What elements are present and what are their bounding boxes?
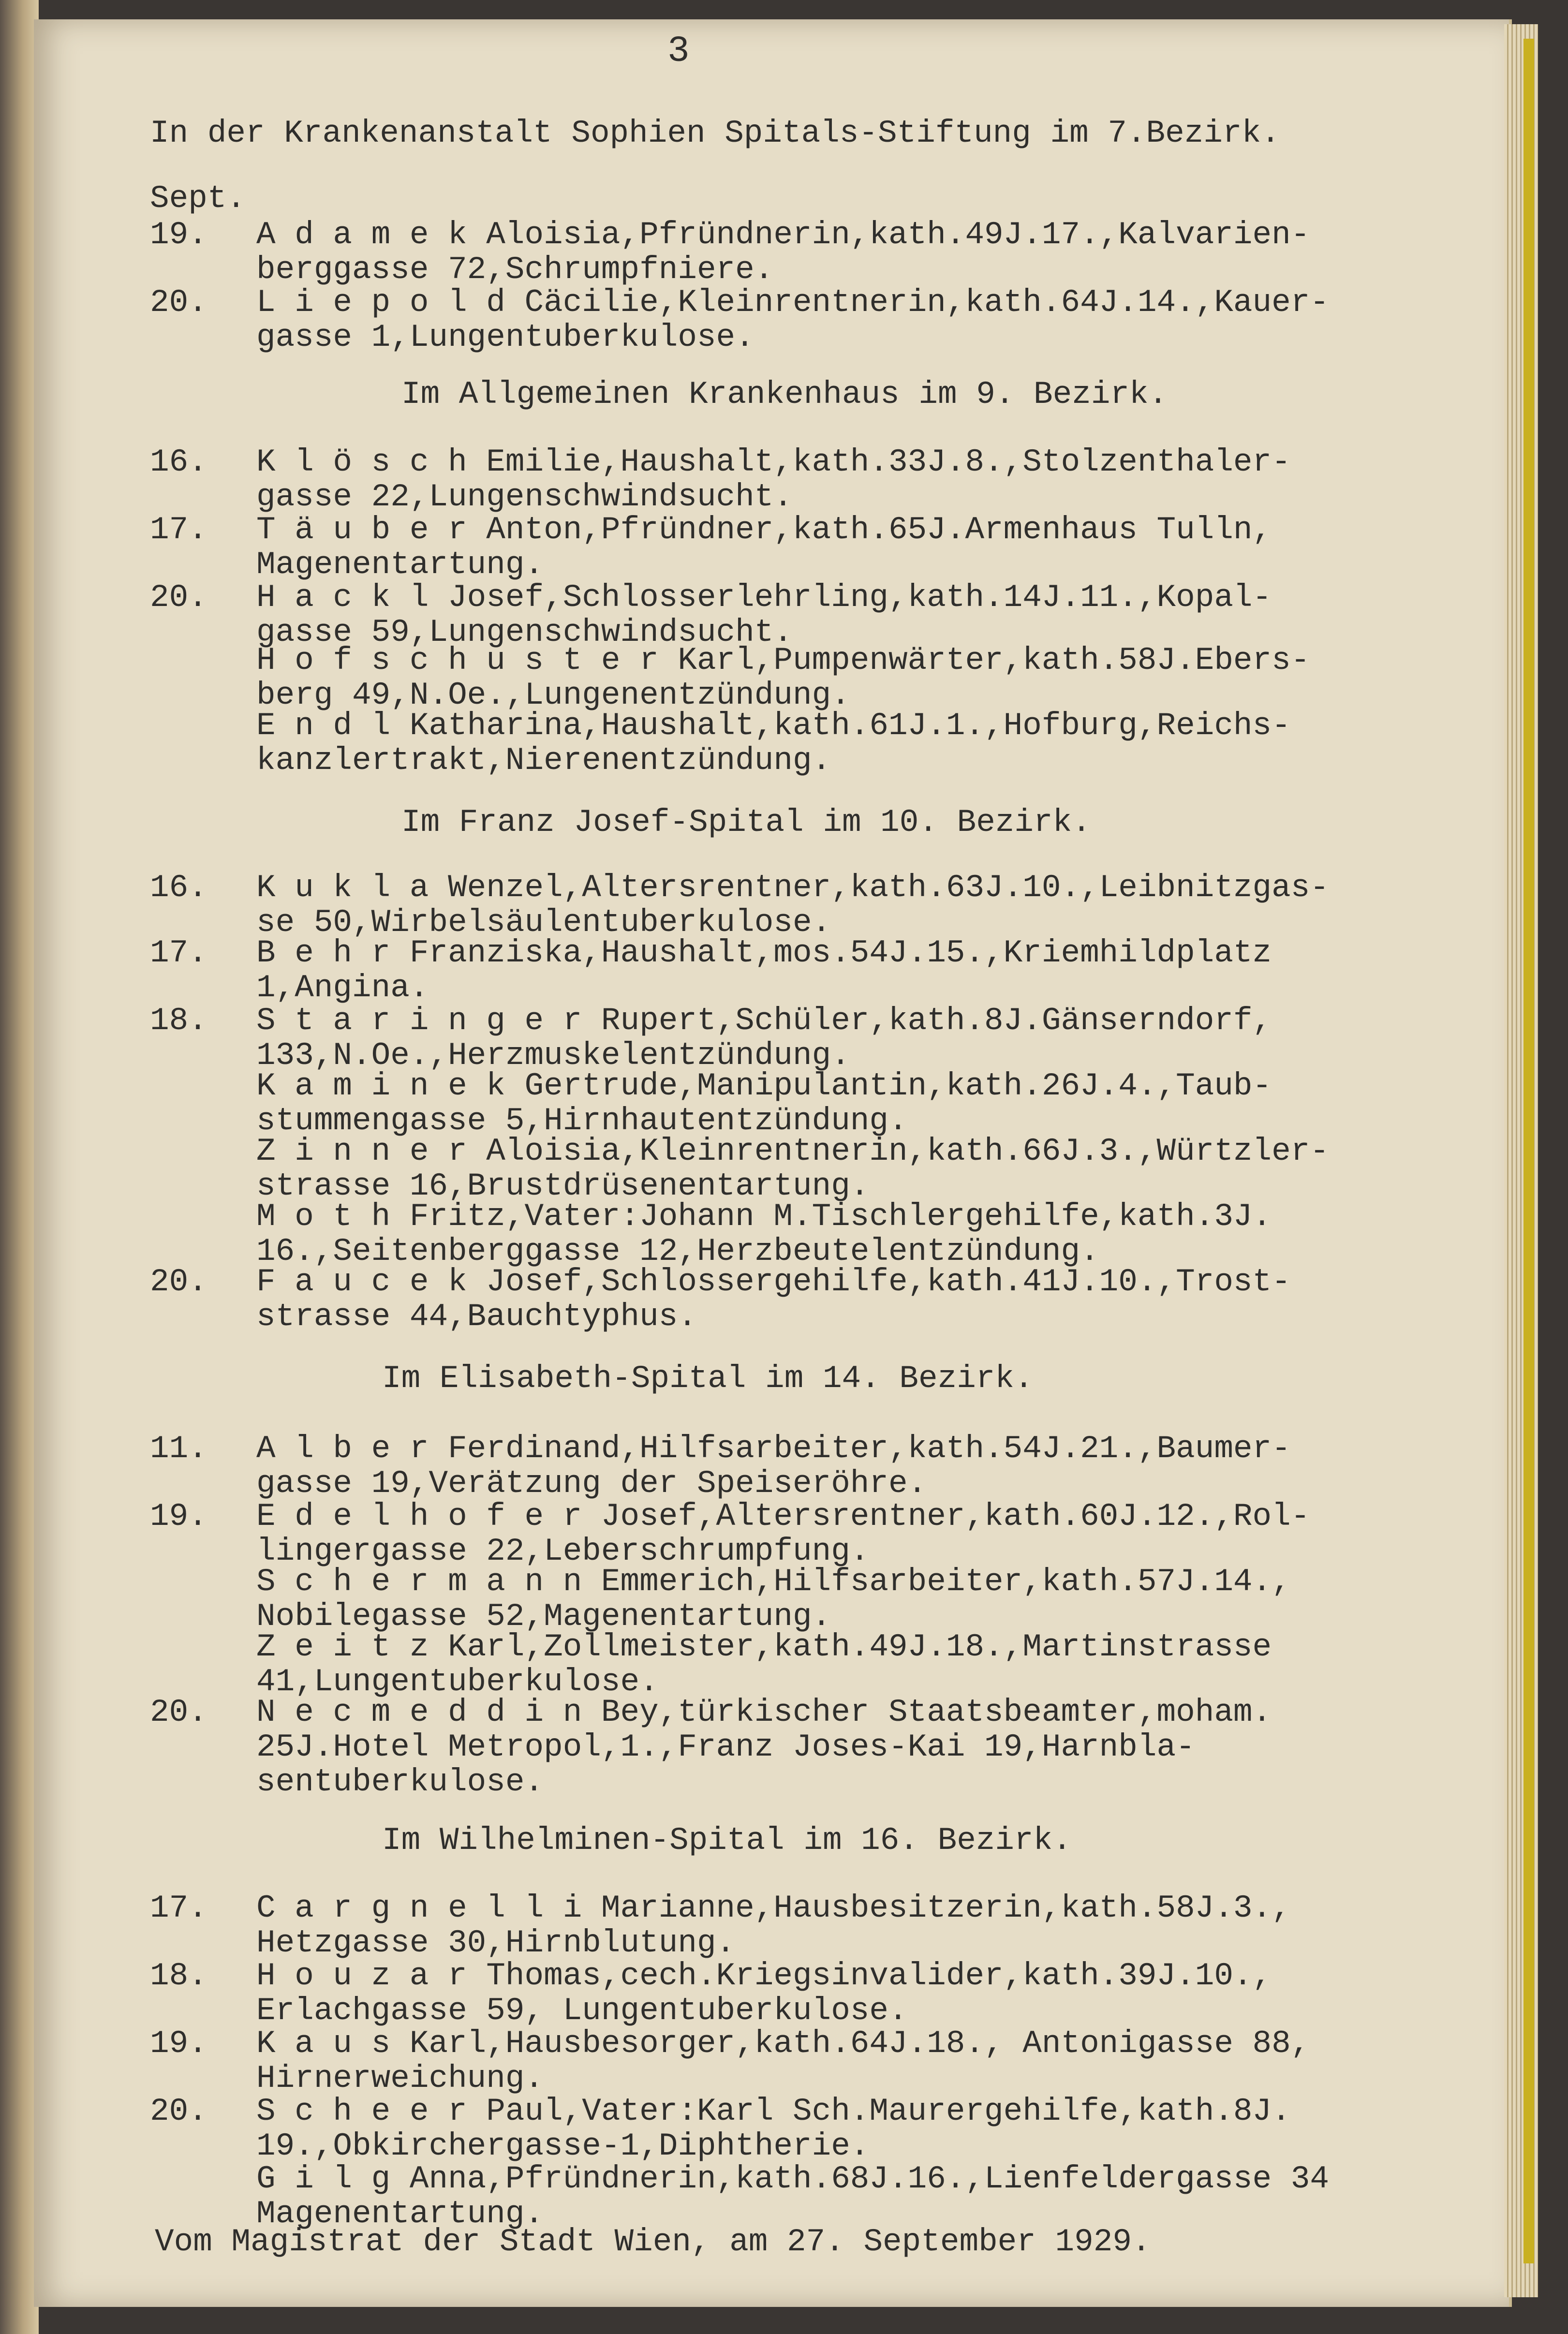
entry-day: 17. xyxy=(150,935,207,971)
header-line: In der Krankenanstalt Sophien Spitals-Stiftung im 7.Bezirk. xyxy=(150,115,1280,151)
entry-text: H o f s c h u s t e r Karl,Pumpenwärter,kath.58J.Ebers- berg 49,N.Oe.,Lungenentzündung. xyxy=(256,642,1310,713)
entry-text: K l ö s c h Emilie,Haushalt,kath.33J.8.,Stolzenthaler- gasse 22,Lungenschwindsucht. xyxy=(256,444,1291,515)
entry-text: M o t h Fritz,Vater:Johann M.Tischlergehilfe,kath.3J. 16.,Seitenberggasse 12,Herzbeutelentzündung. xyxy=(256,1198,1272,1270)
entry-text: S c h e e r Paul,Vater:Karl Sch.Maurergehilfe,kath.8J. 19.,Obkirchergasse-1,Diphtherie. xyxy=(256,2093,1291,2164)
entry-text: E n d l Katharina,Haushalt,kath.61J.1.,Hofburg,Reichs- kanzlertrakt,Nierenentzündung. xyxy=(256,708,1291,779)
section-heading: Im Franz Josef-Spital im 10. Bezirk. xyxy=(401,804,1091,841)
entry-text: C a r g n e l l i Marianne,Hausbesitzerin,kath.58J.3., Hetzgasse 30,Hirnblutung. xyxy=(256,1890,1291,1961)
entry-text: S c h e r m a n n Emmerich,Hilfsarbeiter,kath.57J.14., Nobilegasse 52,Magenentartung. xyxy=(256,1564,1291,1635)
entry-text: H o u z a r Thomas,cech.Kriegsinvalider,kath.39J.10., Erlachgasse 59, Lungentuberkulose. xyxy=(256,1958,1272,2029)
section-heading: Im Elisabeth-Spital im 14. Bezirk. xyxy=(382,1360,1034,1397)
month-label: Sept. xyxy=(150,180,246,217)
page-number: 3 xyxy=(667,30,690,72)
entry-day: 17. xyxy=(150,1890,207,1926)
entry-text: S t a r i n g e r Rupert,Schüler,kath.8J.Gänserndorf, 133,N.Oe.,Herzmuskelentzündung. xyxy=(256,1003,1272,1074)
entry-text: B e h r Franziska,Haushalt,mos.54J.15.,Kriemhildplatz 1,Angina. xyxy=(256,935,1272,1006)
entry-day: 20. xyxy=(150,284,207,321)
entry-text: A d a m e k Aloisia,Pfründnerin,kath.49J.17.,Kalvarien- berggasse 72,Schrumpfniere. xyxy=(256,217,1310,288)
entry-day: 19. xyxy=(150,1498,207,1535)
typed-text xyxy=(34,19,1509,2307)
entry-day: 20. xyxy=(150,1264,207,1300)
entry-text: Z e i t z Karl,Zollmeister,kath.49J.18.,Martinstrasse 41,Lungentuberkulose. xyxy=(256,1629,1272,1700)
entry-day: 16. xyxy=(150,870,207,906)
entry-text: T ä u b e r Anton,Pfründner,kath.65J.Armenhaus Tulln, Magenentartung. xyxy=(256,512,1272,583)
entry-text: K u k l a Wenzel,Altersrentner,kath.63J.10.,Leibnitzgas- se 50,Wirbelsäulentuberkulose. xyxy=(256,870,1329,941)
entry-day: 19. xyxy=(150,217,207,253)
left-page-edge xyxy=(0,0,39,2334)
entry-day: 18. xyxy=(150,1958,207,1994)
section-heading: Im Allgemeinen Krankenhaus im 9. Bezirk. xyxy=(401,376,1168,413)
entry-day: 18. xyxy=(150,1003,207,1039)
entry-day: 17. xyxy=(150,512,207,548)
entry-day: 20. xyxy=(150,1694,207,1730)
document-page xyxy=(34,19,1512,2307)
entry-day: 20. xyxy=(150,2093,207,2129)
entry-text: H a c k l Josef,Schlosserlehrling,kath.14J.11.,Kopal- gasse 59,Lungenschwindsucht. xyxy=(256,579,1272,650)
footer-signoff: Vom Magistrat der Stadt Wien, am 27. September 1929. xyxy=(155,2224,1151,2260)
entry-text: K a u s Karl,Hausbesorger,kath.64J.18., Antonigasse 88, Hirnerweichung. xyxy=(256,2025,1310,2097)
entry-day: 19. xyxy=(150,2025,207,2062)
entry-text: Z i n n e r Aloisia,Kleinrentnerin,kath.66J.3.,Würtzler- strasse 16,Brustdrüsenentartung. xyxy=(256,1133,1329,1204)
entry-text: L i e p o l d Cäcilie,Kleinrentnerin,kath.64J.14.,Kauer- gasse 1,Lungentuberkulose. xyxy=(256,284,1329,355)
entry-text: F a u c e k Josef,Schlossergehilfe,kath.41J.10.,Trost- strasse 44,Bauchtyphus. xyxy=(256,1264,1291,1335)
entry-text: N e c m e d d i n Bey,türkischer Staatsbeamter,moham. 25J.Hotel Metropol,1.,Franz Joses-Kai 19,Harnbla- sentuberkulose. xyxy=(256,1694,1272,1800)
entry-text: K a m i n e k Gertrude,Manipulantin,kath.26J.4.,Taub- stummengasse 5,Hirnhautentzündung. xyxy=(256,1068,1272,1139)
entry-text: E d e l h o f e r Josef,Altersrentner,kath.60J.12.,Rol- lingergasse 22,Leberschrumpfung. xyxy=(256,1498,1310,1569)
binding-strip xyxy=(1524,39,1534,2263)
entry-day: 11. xyxy=(150,1431,207,1467)
entry-text: A l b e r Ferdinand,Hilfsarbeiter,kath.54J.21.,Baumer- gasse 19,Verätzung der Speiseröhre. xyxy=(256,1431,1291,1502)
section-heading: Im Wilhelminen-Spital im 16. Bezirk. xyxy=(382,1822,1072,1859)
entry-day: 16. xyxy=(150,444,207,480)
entry-text: G i l g Anna,Pfründnerin,kath.68J.16.,Lienfeldergasse 34 Magenentartung. xyxy=(256,2161,1329,2232)
entry-day: 20. xyxy=(150,579,207,616)
